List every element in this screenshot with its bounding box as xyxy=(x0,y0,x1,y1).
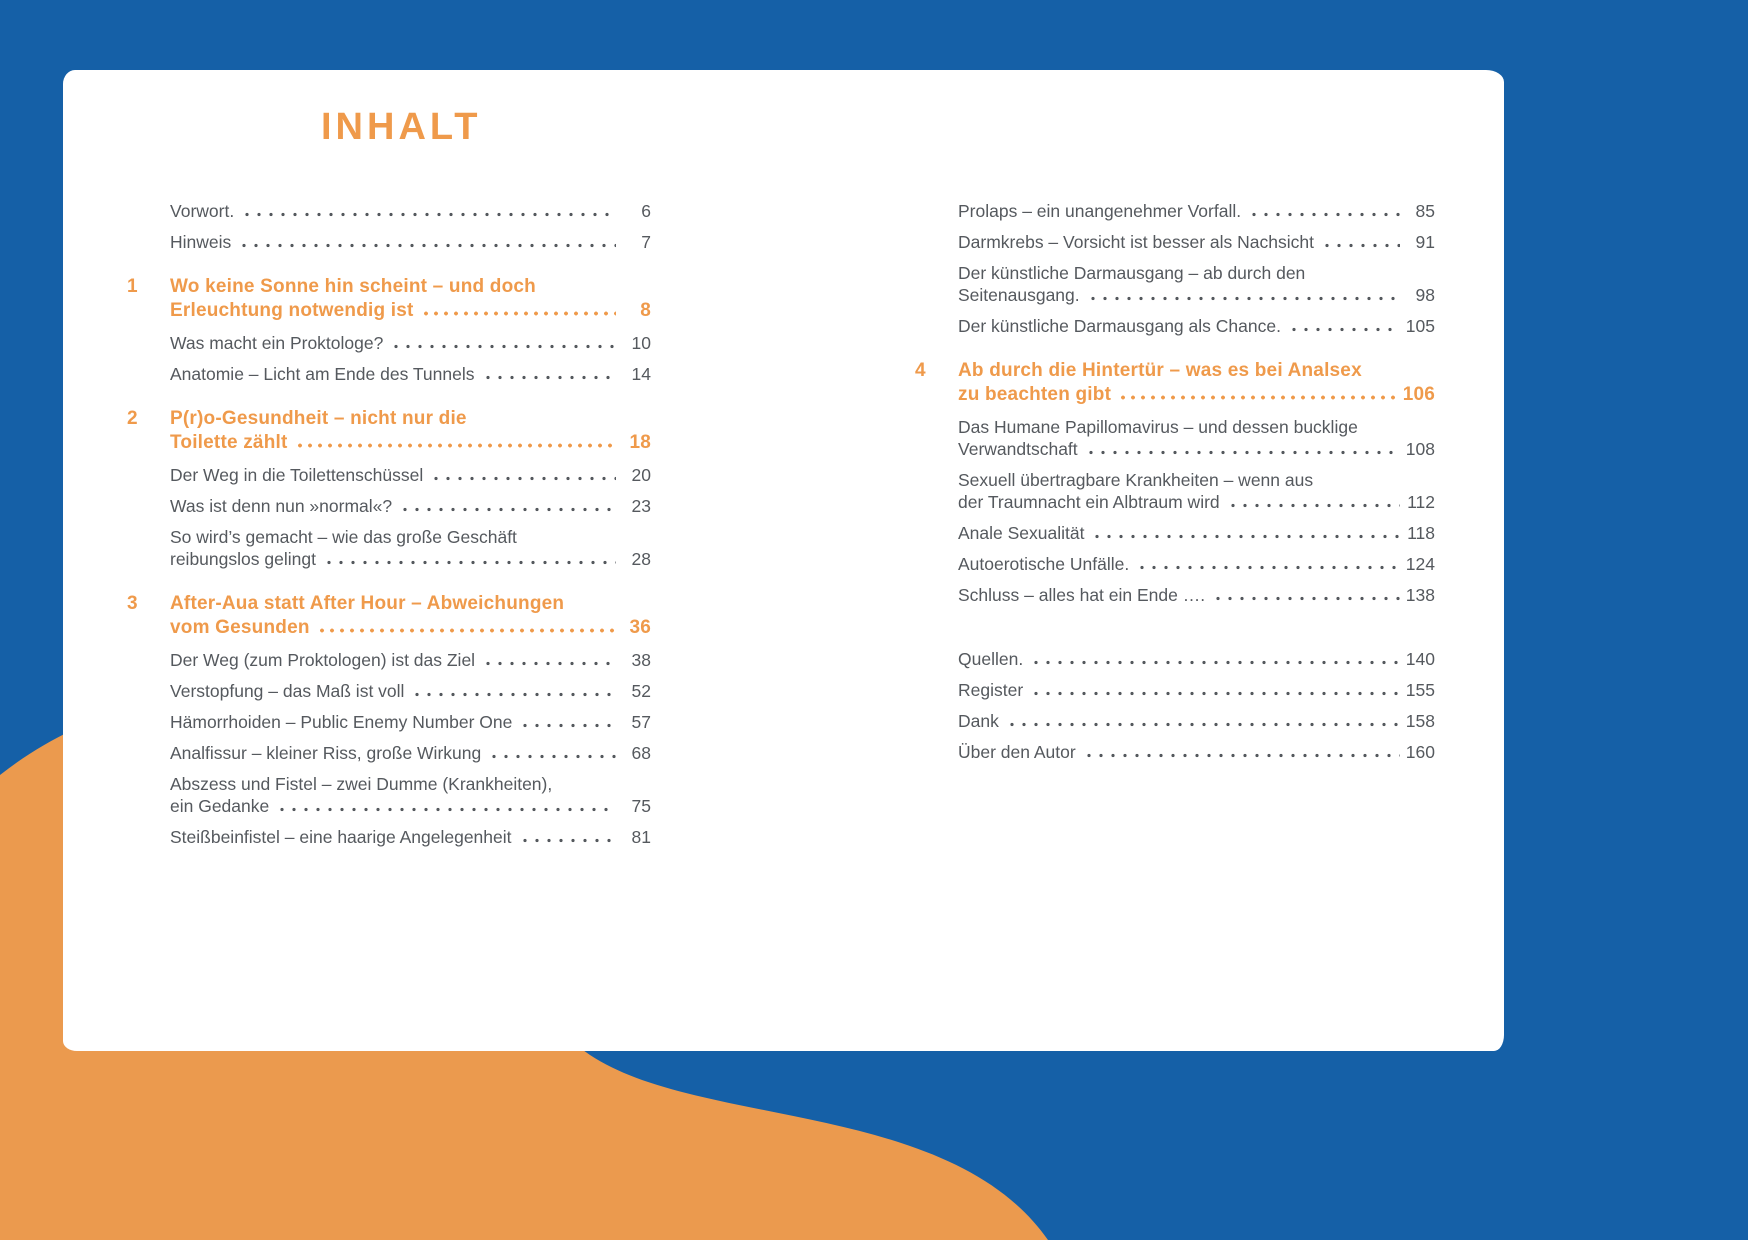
toc-entry-line xyxy=(170,711,651,733)
dot-leader xyxy=(421,311,616,316)
page-number: 118 xyxy=(1407,523,1435,543)
toc-entry-label: Das Humane Papillomavirus – und dessen bucklige xyxy=(958,417,1358,437)
page-number: 160 xyxy=(1405,742,1435,762)
toc-entry-line xyxy=(958,522,1435,544)
toc-entry xyxy=(915,648,1435,670)
page-number: 91 xyxy=(1415,232,1435,252)
toc-entry xyxy=(127,332,651,354)
toc-entry-label: Hinweis xyxy=(170,232,232,252)
chapter-title-line xyxy=(127,616,651,640)
page-number: 98 xyxy=(1415,285,1435,305)
toc-entry-label: Register xyxy=(958,680,1024,700)
toc-entry-line xyxy=(958,200,1435,222)
toc-entry-line xyxy=(170,363,651,385)
page-number: 75 xyxy=(631,796,651,816)
dot-leader xyxy=(1212,596,1400,601)
toc-entry-line xyxy=(958,315,1435,337)
chapter-number: 3 xyxy=(127,593,138,614)
chapter-number: 1 xyxy=(127,276,138,297)
toc-entry-line xyxy=(170,464,651,486)
toc-entry-line xyxy=(958,491,1435,513)
toc-entry-label: der Traumnacht ein Albtraum wird xyxy=(958,492,1220,512)
toc-entry-line xyxy=(170,795,651,817)
toc-entry-label: Seitenausgang. xyxy=(958,285,1080,305)
toc-entry-label: Hämorrhoiden – Public Enemy Number One xyxy=(170,712,513,732)
dot-leader xyxy=(1248,212,1400,217)
dot-leader xyxy=(1087,296,1400,301)
dot-leader xyxy=(238,243,616,248)
page-number: 20 xyxy=(631,465,651,485)
toc-entry-label: Anatomie – Licht am Ende des Tunnels xyxy=(170,364,475,384)
chapter-number: 2 xyxy=(127,408,138,429)
toc-entry-label: Darmkrebs – Vorsicht ist besser als Nachsicht xyxy=(958,232,1314,252)
chapter-title-label: Toilette zählt xyxy=(170,432,288,453)
toc-entry-label: Was ist denn nun »normal«? xyxy=(170,496,393,516)
chapter-title-line xyxy=(915,383,1435,407)
page-number: 108 xyxy=(1405,439,1435,459)
toc-entry-label: Prolaps – ein unangenehmer Vorfall. xyxy=(958,201,1242,221)
chapter-title-line xyxy=(127,299,651,323)
toc-entry-line xyxy=(170,495,651,517)
page-number: 106 xyxy=(1402,384,1435,405)
toc-entry-line xyxy=(958,710,1435,732)
page-number: 28 xyxy=(631,549,651,569)
toc-page xyxy=(63,70,1504,1051)
toc-entry xyxy=(915,200,1435,222)
chapter-title-label: P(r)o-Gesundheit – nicht nur die xyxy=(170,408,467,429)
page-title: INHALT xyxy=(321,106,482,148)
toc-entry xyxy=(127,526,651,570)
page-number: 6 xyxy=(641,201,651,221)
toc-entry xyxy=(915,584,1435,606)
toc-entry-line xyxy=(958,648,1435,670)
toc-entry-label: Steißbeinfistel – eine haarige Angelegenheit xyxy=(170,827,512,847)
toc-entry-line xyxy=(958,262,1435,284)
toc-entry-label: Sexuell übertragbare Krankheiten – wenn aus xyxy=(958,470,1314,490)
dot-leader xyxy=(482,661,616,666)
page-number: 124 xyxy=(1405,554,1435,574)
toc-entry xyxy=(127,649,651,671)
dot-leader xyxy=(1083,753,1400,758)
dot-leader xyxy=(276,807,616,812)
dot-leader xyxy=(519,838,617,843)
chapter-heading xyxy=(127,275,651,323)
toc-entry-label: Analfissur – kleiner Riss, große Wirkung xyxy=(170,743,482,763)
toc-entry-label: Der Weg (zum Proktologen) ist das Ziel xyxy=(170,650,476,670)
toc-entry-label: Der künstliche Darmausgang – ab durch den xyxy=(958,263,1306,283)
chapter-title-line xyxy=(127,592,651,616)
toc-entry-line xyxy=(170,332,651,354)
toc-entry-line xyxy=(170,680,651,702)
toc-entry-label: Schluss – alles hat ein Ende …. xyxy=(958,585,1206,605)
toc-entry xyxy=(127,495,651,517)
page-number: 14 xyxy=(631,364,651,384)
toc-entry-line xyxy=(958,679,1435,701)
toc-entry-label: Dank xyxy=(958,711,999,731)
toc-entry-line xyxy=(170,826,651,848)
toc-entry-line xyxy=(170,231,651,253)
chapter-title-label: After-Aua statt After Hour – Abweichungen xyxy=(170,593,565,614)
dot-leader xyxy=(430,476,616,481)
toc-entry-line xyxy=(958,469,1435,491)
toc-entry-label: Der Weg in die Toilettenschüssel xyxy=(170,465,424,485)
page-number: 105 xyxy=(1405,316,1435,336)
dot-leader xyxy=(390,344,616,349)
toc-entry xyxy=(915,469,1435,513)
toc-entry-line xyxy=(958,416,1435,438)
chapter-title-line xyxy=(127,407,651,431)
dot-leader xyxy=(399,507,616,512)
toc-entry xyxy=(915,679,1435,701)
chapter-title-line xyxy=(127,431,651,455)
toc-entry xyxy=(127,200,651,222)
page-number: 140 xyxy=(1405,649,1435,669)
toc-entry-label: ein Gedanke xyxy=(170,796,270,816)
page-number: 7 xyxy=(641,232,651,252)
page-number: 81 xyxy=(631,827,651,847)
chapter-title-label: Ab durch die Hintertür – was es bei Analsex xyxy=(958,360,1362,381)
chapter-title-label: zu beachten gibt xyxy=(958,384,1112,405)
dot-leader xyxy=(482,375,617,380)
page-number: 36 xyxy=(629,617,651,638)
chapter-heading xyxy=(127,407,651,455)
toc-column-left xyxy=(127,200,651,857)
toc-entry-line xyxy=(958,231,1435,253)
page-number: 52 xyxy=(631,681,651,701)
page-number: 112 xyxy=(1407,492,1435,512)
chapter-heading xyxy=(915,359,1435,407)
toc-entry-label: Über den Autor xyxy=(958,742,1076,762)
page-number: 158 xyxy=(1405,711,1435,731)
page-number: 18 xyxy=(629,432,651,453)
toc-entry-line xyxy=(958,438,1435,460)
dot-leader xyxy=(1030,660,1400,665)
toc-entry xyxy=(127,231,651,253)
toc-entry-line xyxy=(170,200,651,222)
toc-entry-label: Abszess und Fistel – zwei Dumme (Krankheiten), xyxy=(170,774,553,794)
chapter-title-line xyxy=(915,359,1435,383)
dot-leader xyxy=(411,692,616,697)
toc-entry-line xyxy=(170,548,651,570)
dot-leader xyxy=(1030,691,1400,696)
dot-leader xyxy=(317,628,616,633)
dot-leader xyxy=(1321,243,1400,248)
toc-entry xyxy=(915,416,1435,460)
toc-entry-label: Anale Sexualität xyxy=(958,523,1085,543)
toc-entry xyxy=(127,363,651,385)
toc-entry xyxy=(915,522,1435,544)
toc-entry xyxy=(127,680,651,702)
chapter-title-line xyxy=(127,275,651,299)
toc-entry xyxy=(915,710,1435,732)
toc-entry-label: reibungslos gelingt xyxy=(170,549,316,569)
toc-entry xyxy=(127,773,651,817)
toc-entry-line xyxy=(170,649,651,671)
dot-leader xyxy=(323,560,616,565)
toc-column-right xyxy=(915,200,1435,772)
dot-leader xyxy=(1091,534,1400,539)
dot-leader xyxy=(241,212,616,217)
toc-entry-label: Vorwort. xyxy=(170,201,235,221)
page-number: 10 xyxy=(631,333,651,353)
toc-entry xyxy=(127,742,651,764)
toc-entry-label: Verstopfung – das Maß ist voll xyxy=(170,681,405,701)
toc-entry-line xyxy=(958,584,1435,606)
page-number: 138 xyxy=(1405,585,1435,605)
dot-leader xyxy=(519,723,616,728)
dot-leader xyxy=(1288,327,1400,332)
chapter-title-label: Erleuchtung notwendig ist xyxy=(170,300,414,321)
toc-entry xyxy=(915,553,1435,575)
dot-leader xyxy=(488,754,616,759)
toc-entry-label: Was macht ein Proktologe? xyxy=(170,333,384,353)
toc-entry-label: Quellen. xyxy=(958,649,1024,669)
page-number: 23 xyxy=(631,496,651,516)
chapter-title-label: vom Gesunden xyxy=(170,617,310,638)
toc-entry xyxy=(127,826,651,848)
toc-entry-line xyxy=(958,741,1435,763)
toc-entry-label: Der künstliche Darmausgang als Chance. xyxy=(958,316,1281,336)
toc-entry xyxy=(127,464,651,486)
toc-entry xyxy=(915,231,1435,253)
dot-leader xyxy=(1227,503,1400,508)
toc-entry xyxy=(915,262,1435,306)
page-number: 85 xyxy=(1415,201,1435,221)
toc-entry-line xyxy=(958,553,1435,575)
toc-entry-line xyxy=(170,526,651,548)
toc-entry-label: Verwandtschaft xyxy=(958,439,1078,459)
dot-leader xyxy=(1118,395,1400,400)
toc-entry xyxy=(915,741,1435,763)
dot-leader xyxy=(1006,722,1400,727)
chapter-heading xyxy=(127,592,651,640)
toc-entry-line xyxy=(170,773,651,795)
dot-leader xyxy=(295,443,616,448)
dot-leader xyxy=(1085,450,1400,455)
page-number: 38 xyxy=(631,650,651,670)
toc-entry-label: So wird’s gemacht – wie das große Geschäft xyxy=(170,527,517,547)
page-number: 8 xyxy=(640,300,651,321)
toc-entry-line xyxy=(170,742,651,764)
toc-entry xyxy=(915,315,1435,337)
page-number: 155 xyxy=(1405,680,1435,700)
chapter-number: 4 xyxy=(915,360,926,381)
page-number: 57 xyxy=(631,712,651,732)
toc-entry-line xyxy=(958,284,1435,306)
dot-leader xyxy=(1136,565,1400,570)
page-number: 68 xyxy=(631,743,651,763)
toc-entry xyxy=(127,711,651,733)
toc-entry-label: Autoerotische Unfälle. xyxy=(958,554,1130,574)
chapter-title-label: Wo keine Sonne hin scheint – und doch xyxy=(170,276,536,297)
